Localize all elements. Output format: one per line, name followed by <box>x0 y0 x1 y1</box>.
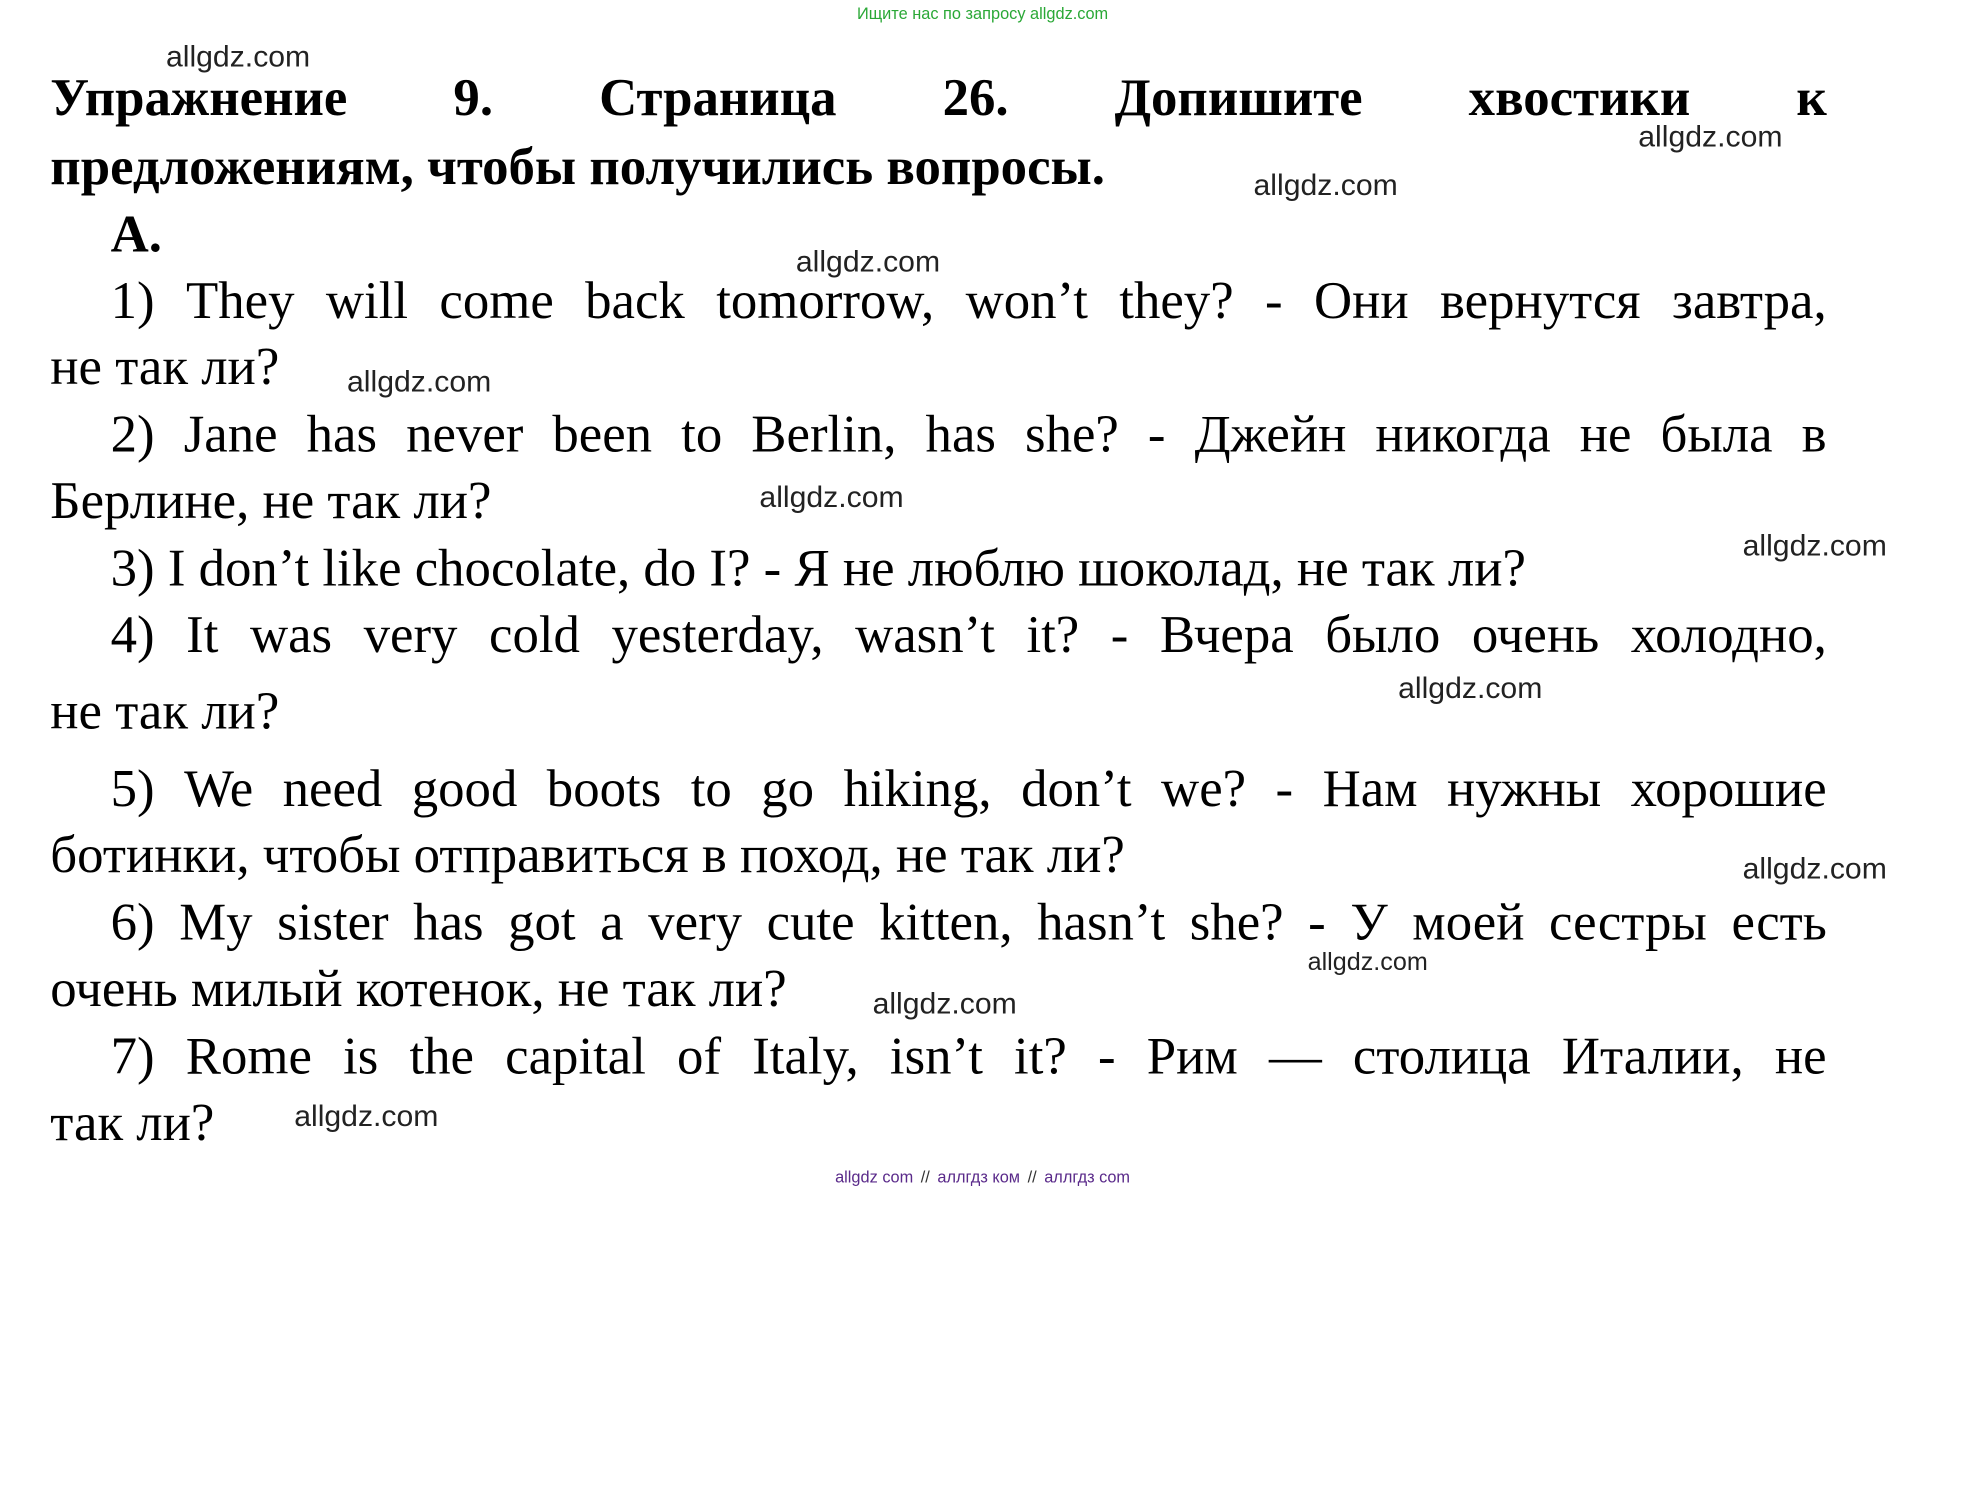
word: Они <box>1313 272 1409 331</box>
heading-line-1 <box>50 66 1827 131</box>
word: of <box>677 1028 722 1087</box>
exercise-item-7-line-1 <box>50 1025 1827 1090</box>
word: We <box>184 760 254 819</box>
word: завтра, <box>1671 272 1827 331</box>
word: a <box>600 894 624 953</box>
word: — <box>1268 1028 1322 1087</box>
word: сестры <box>1549 894 1707 953</box>
watermark: allgdz.com <box>1638 120 1783 154</box>
word: yesterday, <box>611 606 824 665</box>
word: isn’t <box>889 1028 983 1087</box>
word: Jane <box>183 406 278 465</box>
footer-part: allgdz com <box>835 1167 914 1187</box>
word: capital <box>505 1028 646 1087</box>
word: we? <box>1161 760 1247 819</box>
word: 1) <box>110 272 155 331</box>
word: she? <box>1189 894 1284 953</box>
word: Вчера <box>1159 606 1294 665</box>
word: cute <box>766 894 855 953</box>
word: нужны <box>1447 760 1602 819</box>
word: была <box>1660 406 1773 465</box>
watermark: allgdz.com <box>294 1099 439 1134</box>
exercise-item-5-line-2: ботинки, чтобы отправиться в поход, не так ли? <box>50 827 1125 885</box>
word: will <box>325 272 409 331</box>
word: very <box>363 606 458 665</box>
word: - <box>1147 406 1166 465</box>
exercise-item-3-line-1: 3) I don’t like chocolate, do I? - Я не люблю шоколад, не так ли? <box>110 540 1526 599</box>
heading-line-2: предложениям, чтобы получились вопросы. <box>50 138 1105 197</box>
footer-separator: // <box>920 1167 930 1187</box>
word: - <box>1265 272 1283 331</box>
word: It <box>186 606 219 665</box>
exercise-item-2-line-2: Берлине, не так ли? <box>50 472 492 531</box>
word: 6) <box>110 894 155 953</box>
word: was <box>249 606 333 665</box>
word: They <box>186 272 295 331</box>
word: 4) <box>110 606 155 665</box>
watermark: allgdz.com <box>1307 948 1428 977</box>
watermark: allgdz.com <box>1253 168 1398 203</box>
word: Джейн <box>1194 406 1347 465</box>
word: back <box>585 272 685 331</box>
word: Berlin, <box>751 406 897 465</box>
exercise-item-4-line-1 <box>50 603 1827 668</box>
word: Италии, <box>1561 1028 1744 1087</box>
word: sister <box>277 894 389 953</box>
word: to <box>690 760 732 819</box>
word: вернутся <box>1440 272 1641 331</box>
word: has <box>925 406 996 465</box>
word: the <box>409 1028 475 1087</box>
heading-word: 9. <box>453 70 494 128</box>
word: never <box>406 406 524 465</box>
word: wasn’t <box>855 606 995 665</box>
footer-part: аллгдз ком <box>937 1167 1021 1187</box>
word: столица <box>1352 1028 1531 1087</box>
word: don’t <box>1021 760 1132 819</box>
word: - <box>1275 760 1294 819</box>
word: очень <box>1471 606 1600 665</box>
word: не <box>1579 406 1632 465</box>
word: is <box>343 1028 379 1087</box>
heading-word: хвостики <box>1468 70 1691 128</box>
word: it? <box>1014 1028 1067 1087</box>
heading-word: Допишите <box>1114 70 1363 128</box>
heading-word: 26. <box>942 70 1009 128</box>
word: kitten, <box>879 894 1013 953</box>
watermark: allgdz.com <box>1742 852 1887 886</box>
heading-word: Страница <box>599 70 837 128</box>
word: 2) <box>110 406 155 465</box>
word: has <box>306 406 378 465</box>
watermark: allgdz.com <box>759 480 904 515</box>
word: не <box>1774 1028 1827 1087</box>
footer <box>0 1167 1965 1186</box>
word: Rome <box>185 1028 312 1087</box>
word: никогда <box>1375 406 1551 465</box>
footer-part: аллгдз com <box>1044 1167 1131 1187</box>
exercise-item-1-line-2: не так ли? <box>50 339 280 397</box>
word: very <box>648 894 743 953</box>
word: come <box>439 272 554 331</box>
word: 5) <box>110 760 155 819</box>
word: hasn’t <box>1037 894 1166 953</box>
word: хорошие <box>1630 760 1827 819</box>
watermark: allgdz.com <box>347 365 492 400</box>
word: been <box>552 406 653 465</box>
word: моей <box>1412 894 1525 953</box>
word: won’t <box>965 272 1088 331</box>
word: было <box>1325 606 1441 665</box>
word: to <box>681 406 723 465</box>
word: есть <box>1731 894 1827 953</box>
word: she? <box>1025 406 1119 465</box>
exercise-item-5-line-1 <box>50 757 1827 822</box>
word: boots <box>546 760 662 819</box>
word: has <box>413 894 484 953</box>
watermark: allgdz.com <box>872 987 1017 1022</box>
exercise-item-6-line-2: очень милый котенок, не так ли? <box>50 960 787 1019</box>
word: - <box>1110 606 1129 665</box>
word: got <box>508 894 576 953</box>
word: - <box>1308 894 1326 953</box>
watermark: allgdz.com <box>1742 529 1887 564</box>
exercise-item-2-line-1 <box>50 403 1827 468</box>
footer-separator: // <box>1027 1167 1037 1187</box>
word: холодно, <box>1630 606 1827 665</box>
word: good <box>411 760 518 819</box>
word: need <box>282 760 383 819</box>
word: tomorrow, <box>716 272 935 331</box>
word: Рим <box>1146 1028 1238 1087</box>
watermark: allgdz.com <box>795 245 941 280</box>
word: - <box>1097 1028 1116 1087</box>
watermark: allgdz.com <box>165 40 311 74</box>
word: My <box>179 894 253 953</box>
word: У <box>1350 894 1388 953</box>
top-banner: Ищите нас по запросу allgdz.com <box>856 3 1109 23</box>
word: it? <box>1026 606 1080 665</box>
heading-word: к <box>1796 70 1827 128</box>
word: в <box>1801 406 1827 465</box>
word: Italy, <box>752 1028 859 1087</box>
section-label: A. <box>110 206 162 265</box>
word: they? <box>1119 272 1234 331</box>
watermark: allgdz.com <box>1398 671 1543 706</box>
exercise-item-7-line-2: так ли? <box>50 1094 215 1153</box>
word: Нам <box>1322 760 1418 819</box>
exercise-item-4-line-2: не так ли? <box>50 683 280 741</box>
word: cold <box>489 606 580 665</box>
word: 7) <box>110 1028 155 1087</box>
word: hiking, <box>843 760 992 819</box>
heading-word: Упражнение <box>50 70 348 128</box>
exercise-item-6-line-1 <box>50 891 1827 956</box>
word: go <box>761 760 815 819</box>
